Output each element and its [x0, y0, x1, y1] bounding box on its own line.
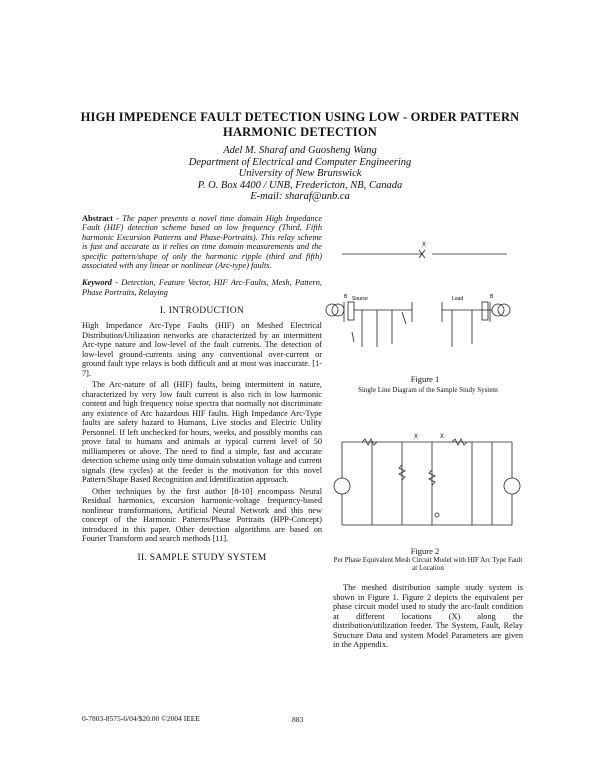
fig1-label-b2: B [490, 294, 494, 300]
page-number: 883 [292, 715, 304, 724]
abstract [82, 214, 322, 270]
keywords [82, 278, 322, 297]
author-email: E-mail: sharaf@unb.ca [250, 191, 350, 202]
right-column-text [333, 583, 523, 652]
author-university: University of New Brunswick [238, 168, 362, 179]
intro-paragraph-1: High Impedance Arc-Type Faults (HIF) on Meshed Electrical Distribution/Utilization networks are characterized by an intermittent Arc-type nature and low-level of the fault currents. The detection of low-level ground-currents using any conventional over-current or ground fault type relays is both difficult and at most was inaccurate. [1-7]. [82, 321, 322, 378]
paper-title [60, 110, 540, 140]
footer-copyright: 0-7803-8575-6/04/$20.00 ©2004 IEEE [82, 714, 200, 723]
title-line-1: HIGH IMPEDENCE FAULT DETECTION USING LOW - ORDER PATTERN [80, 110, 520, 124]
fig1-label-load: Load [452, 296, 464, 302]
fig2-label-x1: X [414, 434, 419, 440]
title-line-2: HARMONIC DETECTION [223, 125, 377, 139]
author-block [120, 145, 480, 203]
figure-2-diagram [322, 420, 532, 550]
abstract-text: - The paper presents a novel time domain High Impedance Fault (HIF) detection scheme based on low frequency (Third, Fifth harmonic Excursion Patterns and Phase-Portraits). This relay scheme is fast and accurate as it relies on time domain measurements and the specific pattern/shape of only the harmonic ripple (third and fifth) associated with any linear or nonlinear (Arc-type) faults. [82, 214, 322, 271]
abstract-label: Abstract [82, 214, 113, 223]
fig1-label-x: X [421, 242, 427, 248]
study-system-paragraph: The meshed distribution sample study system is shown in Figure 1. Figure 2 depicts the equivalent per phase circuit model used to study the arc-fault condition at different locations (X) along the distribution/utilization feeder. The System, Fault, Relay Structure Data and system Model Parameters are given in the Appendix. [333, 583, 523, 649]
figure-1-diagram [322, 232, 532, 372]
author-address: P. O. Box 4400 / UNB, Fredericton, NB, Canada [197, 179, 403, 191]
keywords-text: - Detection, Feature Vector, HIF Arc-Faults, Mesh, Pattern, Phase Portraits, Relaying [82, 278, 322, 297]
keywords-label: Keyword [82, 278, 112, 288]
left-column [82, 214, 322, 568]
fig2-label-x2: X [440, 434, 445, 440]
intro-paragraph-2: The Arc-nature of all (HIF) faults, being intermittent in nature, characterized by very low fault current is also rich in low harmonic content and high frequency noise spectra that normally not discriminate any existence of Arc hazardous HIF faults. High Impedance Arc-Type faults are safety hazard to Humans, Live stocks and Electric Utility Personnel. If left unchecked for hours, weeks, and possibly months can prove fatal to humans and animals at typical current level of 50 milliamperes or above. The need to find a simple, fast and accurate detection scheme using only time domain substation voltage and current signals (few cycles) at the feeder is the motivation for this novel Pattern/Shape Based Recognition and Identification approach. [82, 380, 322, 485]
section-heading-introduction: I. INTRODUCTION [159, 306, 245, 317]
section-heading-study-system: II. SAMPLE STUDY SYSTEM [137, 552, 267, 563]
author-names: Adel M. Sharaf and Guosheng Wang [223, 145, 377, 156]
figure-2-title: Figure 2 [410, 546, 440, 556]
author-department: Department of Electrical and Computer Engineering [188, 156, 412, 168]
fig1-label-b1: B [344, 294, 348, 300]
intro-paragraph-3: Other techniques by the first author [8-10] encompass Neural Residual harmonics, excursion harmonic-voltage frequency-based nonlinear transformations, Artificial Neural Network and this new concept of the Harmonic Patterns/Phase Portraits (HPP-Concept) introduced in this paper. Other detection algorithms are based on Fourier Transform and search methods [11]. [82, 486, 322, 544]
figure-2-caption: Per Phase Equivalent Mesh Circuit Model with HIF Arc Type Fault at Location [333, 556, 523, 572]
figure-1-caption: Single Line Diagram of the Sample Study System [358, 386, 498, 394]
figure-1-title: Figure 1 [410, 374, 440, 384]
fig1-label-source: Source [352, 296, 368, 302]
